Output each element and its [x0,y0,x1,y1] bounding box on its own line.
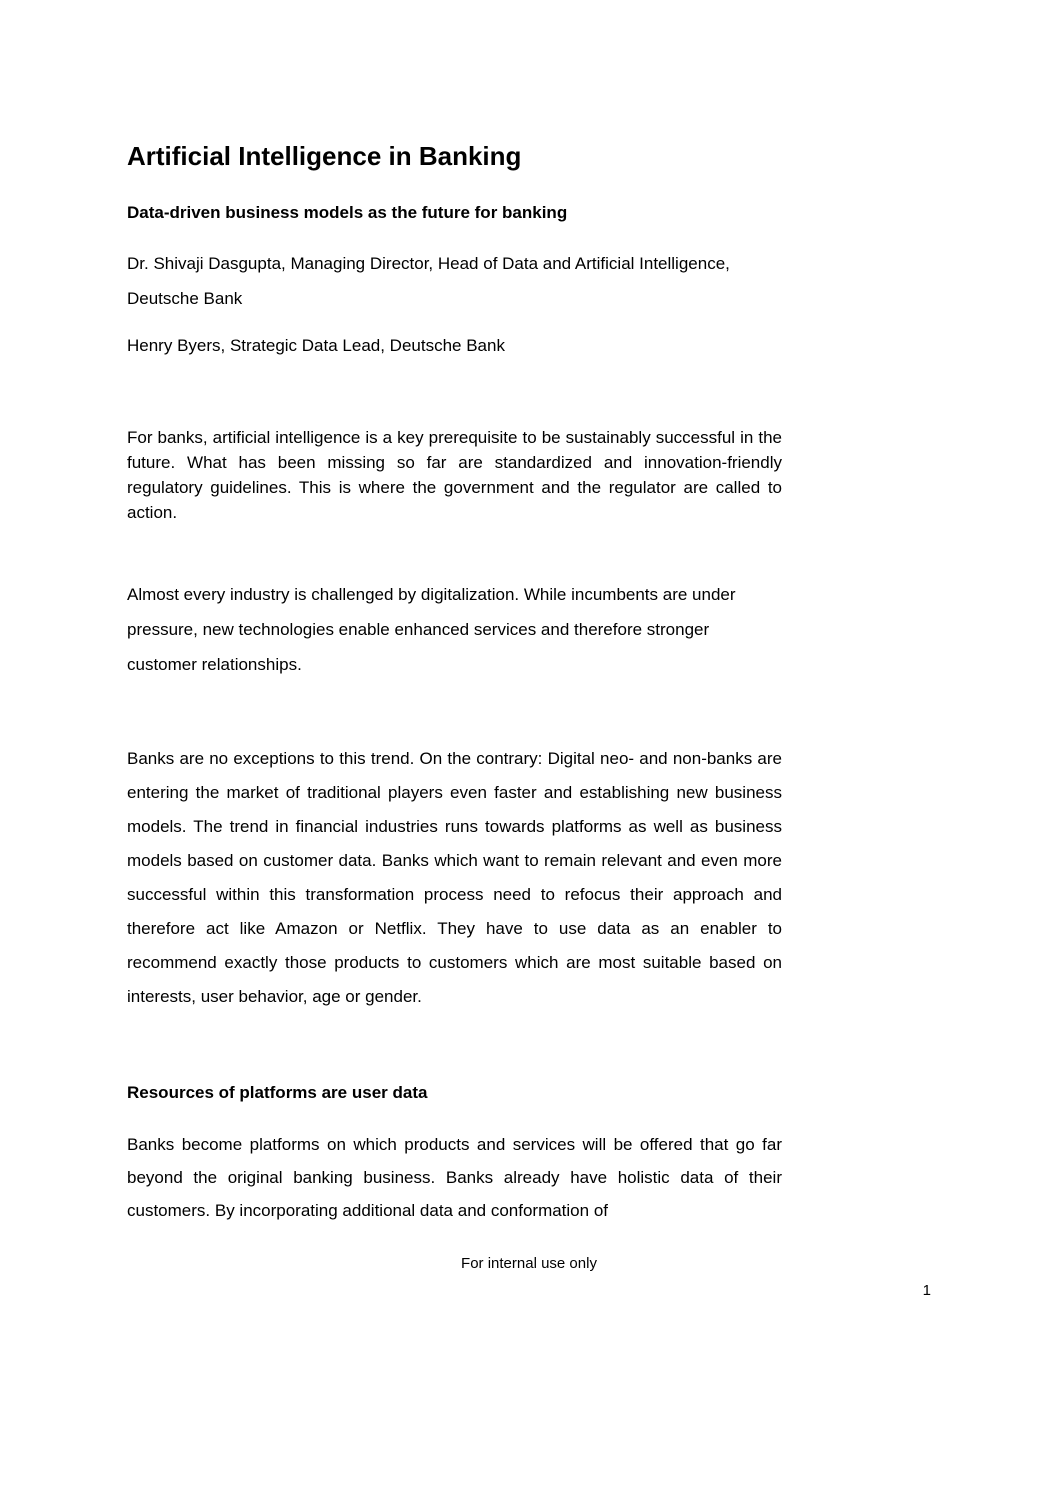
page-title: Artificial Intelligence in Banking [127,141,522,171]
body-paragraph-1: For banks, artificial intelligence is a key prerequisite to be sustainably successful in the future. What has been missing so far are standardized and innovation-friendly regulatory guidelines. This is where the government and the regulator are called to action. [127,427,782,522]
body-paragraph-4: Banks become platforms on which products and services will be offered that go far beyond the original banking business. Banks already have holistic data of their customers. By incorporating additional data and conformation of [127,1134,782,1220]
body-paragraph-3: Banks are no exceptions to this trend. On the contrary: Digital neo- and non-banks are entering the market of traditional players even faster and establishing new business models. The trend in financial industries runs towards platforms as well as business models based on customer data. Banks which want to remain relevant and even more successful within this transformation process need to refocus their approach and therefore act like Amazon or Netflix. They have to use data as an enabler to recommend exactly those products to customers which are most suitable based on interests, user behavior, age or gender. [127,748,782,1006]
author-byline-1: Dr. Shivaji Dasgupta, Managing Director, Head of Data and Artificial Intelligence, Deutsche Bank [127,253,730,308]
page-number: 1 [922,1282,931,1299]
document-subtitle: Data-driven business models as the future for banking [127,202,568,222]
author-byline-2: Henry Byers, Strategic Data Lead, Deutsche Bank [127,335,505,355]
document-content [127,0,782,1227]
body-paragraph-2: Almost every industry is challenged by digitalization. While incumbents are under pressure, new technologies enable enhanced services and therefore stronger customer relationships. [127,584,736,674]
section-heading: Resources of platforms are user data [127,1082,428,1102]
footer-note: For internal use only [461,1255,597,1272]
